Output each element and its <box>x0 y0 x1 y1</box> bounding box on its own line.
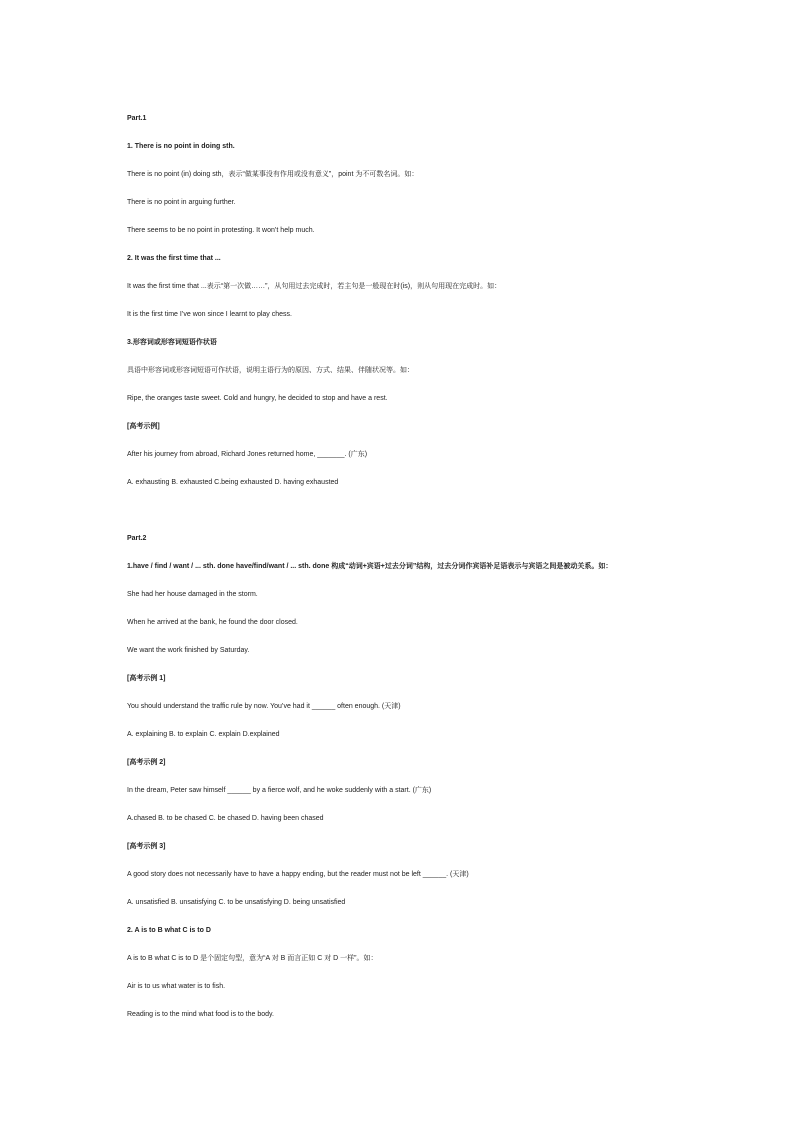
text-line: There seems to be no point in protesting. It won’t help much. <box>127 227 315 234</box>
text-line: There is no point (in) doing sth，表示“做某事没有作用或没有意义”，point 为不可数名词。如： <box>127 171 419 178</box>
item-heading-1: 1. There is no point in doing sth. <box>127 143 235 150</box>
question-text: In the dream, Peter saw himself ______ by a fierce wolf, and he woke suddenly with a start. (广东) <box>127 787 432 794</box>
section-heading-part1: Part.1 <box>127 115 147 122</box>
text-line: It is the first time I’ve won since I learnt to play chess. <box>127 311 292 318</box>
example-label: [高考示例 2] <box>127 759 166 766</box>
item-heading-2: 2. A is to B what C is to D <box>127 927 211 934</box>
example-label: [高考示例 1] <box>127 675 166 682</box>
text-line: She had her house damaged in the storm. <box>127 591 258 598</box>
example-label: [高考示例] <box>127 423 160 430</box>
text-line: Reading is to the mind what food is to the body. <box>127 1011 274 1018</box>
text-line: When he arrived at the bank, he found the door closed. <box>127 619 298 626</box>
question-text: You should understand the traffic rule by now. You’ve had it ______ often enough. (天津) <box>127 703 401 710</box>
text-line: We want the work finished by Saturday. <box>127 647 250 654</box>
section-heading-part2: Part.2 <box>127 535 147 542</box>
text-line: 具语中形容词或形容词短语可作状语，说明主语行为的原因、方式、结果、伴随状况等。如： <box>127 367 414 374</box>
question-text: After his journey from abroad, Richard Jones returned home, _______. (广东) <box>127 451 368 458</box>
answer-options: A. unsatisfied B. unsatisfying C. to be unsatisfying D. being unsatisfied <box>127 899 346 906</box>
question-text: A good story does not necessarily have to have a happy ending, but the reader must not be left ______. (天津) <box>127 871 469 878</box>
item-heading-3: 3.形容词或形容词短语作状语 <box>127 339 217 346</box>
text-line: It was the first time that ...表示“第一次做……”，从句用过去完成时，若主句是一般现在时(is)，则从句用现在完成时。如： <box>127 283 502 290</box>
text-line: Ripe, the oranges taste sweet. Cold and hungry, he decided to stop and have a rest. <box>127 395 388 402</box>
answer-options: A. exhausting B. exhausted C.being exhausted D. having exhausted <box>127 479 339 486</box>
answer-options: A.chased B. to be chased C. be chased D. having been chased <box>127 815 324 822</box>
item-heading-1: 1.have / find / want / ... sth. done have/find/want / ... sth. done 构成“动词+宾语+过去分词”结构，过去分词作宾语补足语表示与宾语之间是被动关系。如： <box>127 563 613 570</box>
text-line: There is no point in arguing further. <box>127 199 236 206</box>
text-line: Air is to us what water is to fish. <box>127 983 226 990</box>
item-heading-2: 2. It was the first time that ... <box>127 255 221 262</box>
answer-options: A. explaining B. to explain C. explain D.explained <box>127 731 280 738</box>
text-line: A is to B what C is to D 是个固定句型，意为“A 对 B 而言正如 C 对 D 一样”。如： <box>127 955 378 962</box>
example-label: [高考示例 3] <box>127 843 166 850</box>
